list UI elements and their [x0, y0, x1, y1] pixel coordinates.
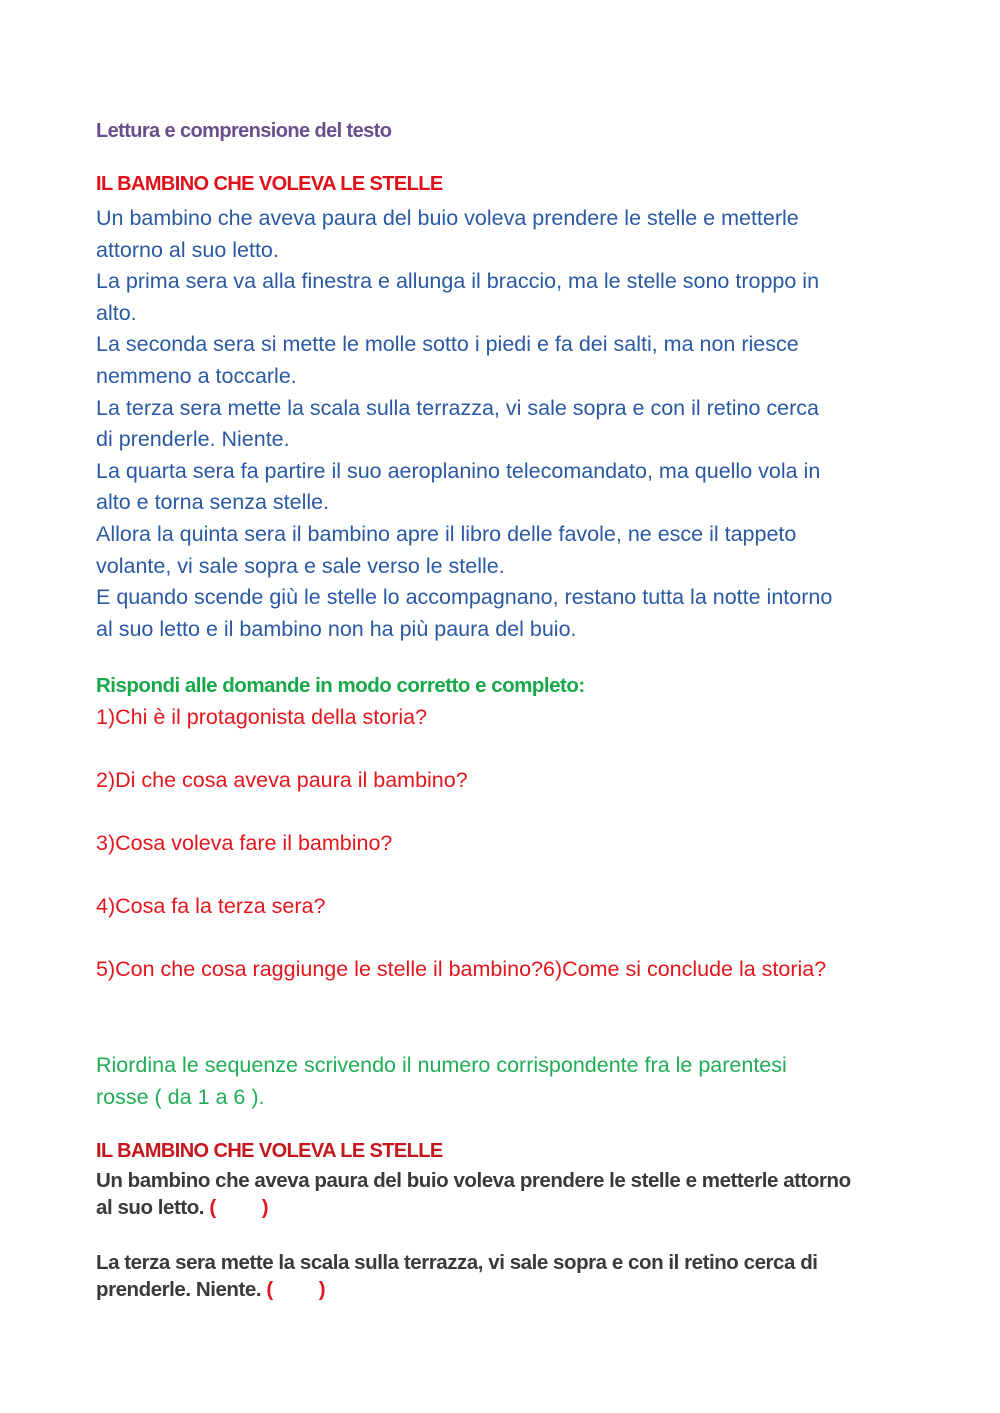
sequence-text-line: al suo letto.: [96, 1196, 205, 1219]
sequence-item: [96, 1249, 916, 1303]
story-line: al suo letto e il bambino non ha più paura del buio.: [96, 616, 577, 641]
story-line: La quarta sera fa partire il suo aeroplanino telecomandato, ma quello vola in: [96, 458, 821, 483]
sequence-text-line: La terza sera mette la scala sulla terrazza, vi sale sopra e con il retino cerca di: [96, 1251, 818, 1274]
story-line: di prenderle. Niente.: [96, 427, 290, 452]
story-line: volante, vi sale sopra e sale verso le stelle.: [96, 553, 505, 578]
sequence-title: IL BAMBINO CHE VOLEVA LE STELLE: [96, 1140, 443, 1162]
question-1: 1)Chi è il protagonista della storia?: [96, 705, 428, 729]
sequence-text-line: prenderle. Niente.: [96, 1278, 262, 1301]
question-5-6: 5)Con che cosa raggiunge le stelle il bambino?6)Come si conclude la storia?: [96, 957, 827, 981]
story-line: alto.: [96, 300, 137, 325]
questions-instruction: Rispondi alle domande in modo corretto e completo:: [96, 674, 585, 697]
subject-heading: Lettura e comprensione del testo: [96, 120, 392, 142]
story-line: Allora la quinta sera il bambino apre il libro delle favole, ne esce il tappeto: [96, 521, 797, 546]
story-line: E quando scende giù le stelle lo accompagnano, restano tutta la notte intorno: [96, 585, 833, 610]
story-line: La prima sera va alla finestra e allunga il braccio, ma le stelle sono troppo in: [96, 269, 820, 294]
story-line: nemmeno a toccarle.: [96, 363, 297, 388]
story-line: La seconda sera si mette le molle sotto i piedi e fa dei salti, ma non riesce: [96, 332, 799, 357]
story-line: alto e torna senza stelle.: [96, 490, 330, 515]
question-2: 2)Di che cosa aveva paura il bambino?: [96, 768, 468, 792]
question-3: 3)Cosa voleva fare il bambino?: [96, 831, 393, 855]
answer-parentheses[interactable]: ( ): [209, 1196, 269, 1219]
answer-parentheses[interactable]: ( ): [266, 1278, 326, 1301]
question-4: 4)Cosa fa la terza sera?: [96, 894, 326, 918]
sequence-text-line: Un bambino che aveva paura del buio voleva prendere le stelle e metterle attorno: [96, 1169, 851, 1192]
reorder-instruction: [96, 1050, 896, 1113]
story-line: attorno al suo letto.: [96, 237, 279, 262]
story-title: IL BAMBINO CHE VOLEVA LE STELLE: [96, 173, 443, 195]
reorder-line: rosse ( da 1 a 6 ).: [96, 1084, 265, 1109]
story-line: Un bambino che aveva paura del buio voleva prendere le stelle e metterle: [96, 206, 799, 230]
sequence-item: [96, 1167, 916, 1221]
story-line: La terza sera mette la scala sulla terrazza, vi sale sopra e con il retino cerca: [96, 395, 819, 420]
story-text: [96, 203, 906, 645]
reorder-line: Riordina le sequenze scrivendo il numero corrispondente fra le parentesi: [96, 1053, 787, 1077]
